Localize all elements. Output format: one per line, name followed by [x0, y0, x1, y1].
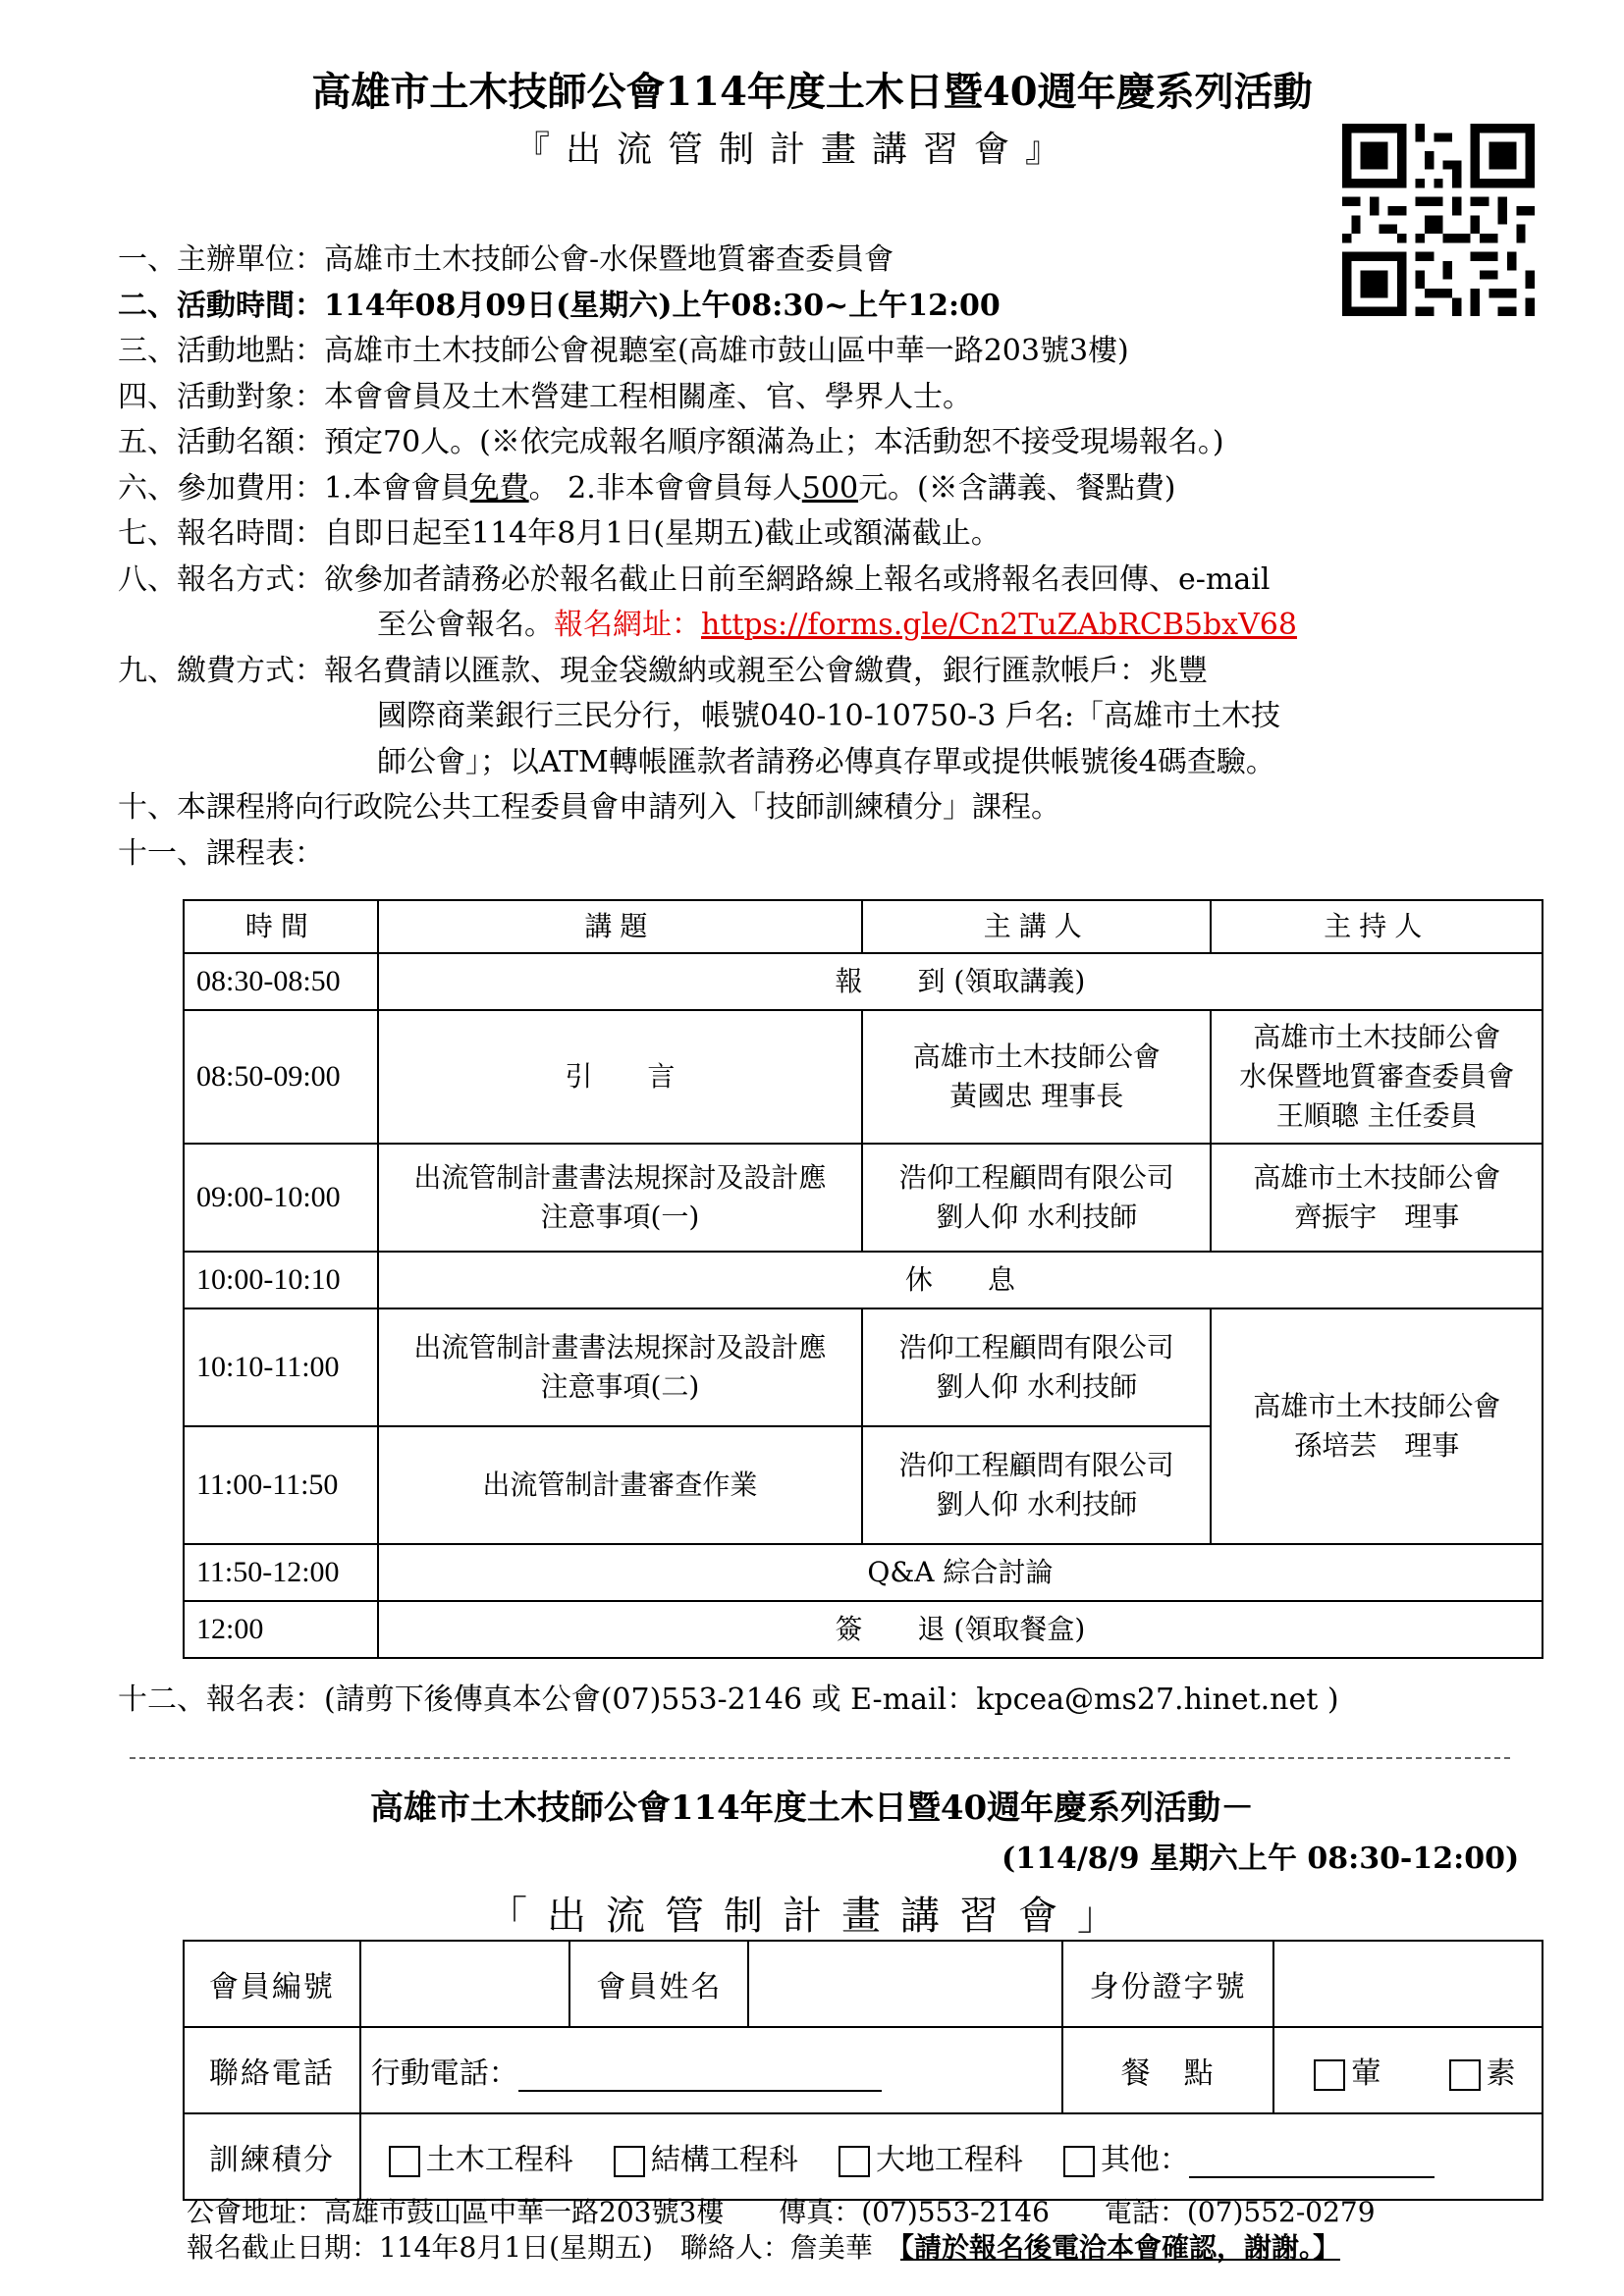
- mobile-label: 行動電話：: [370, 2056, 518, 2091]
- row-host: [1211, 1144, 1543, 1252]
- civil-label: 土木工程科: [425, 2143, 573, 2177]
- info-credit: [118, 785, 1551, 831]
- info-label: 六、參加費用：: [118, 470, 324, 506]
- form-row-member: [184, 1941, 1543, 2027]
- host-name: 齊振宇 理事: [1294, 1201, 1460, 1233]
- info-label: 五、活動名額：: [118, 425, 324, 459]
- form-subtitle: (114/8/9 星期六上午 08:30-12:00): [1001, 1842, 1520, 1876]
- col-host: 主持人: [1211, 900, 1543, 953]
- event-info-list: [118, 238, 1551, 877]
- row-merged: 簽 退 (領取餐盒): [378, 1601, 1543, 1658]
- page-subtitle: 『出流管制計畫講習會』: [514, 130, 1076, 170]
- info-label: 二、活動時間：: [118, 288, 324, 323]
- footer-address: 公會地址：高雄市鼓山區中華一路203號3樓 傳真：(07)553-2146 電話：(07)552-0279: [187, 2196, 1376, 2228]
- row-time: 08:30-08:50: [184, 953, 378, 1010]
- form-row-credit: [184, 2113, 1543, 2200]
- info-value: 欲參加者請務必於報名截止日前至網路線上報名或將報名表回傳、e-mail: [324, 561, 1271, 597]
- footer-deadline: [187, 2226, 1340, 2266]
- reg-url-label: 報名網址：: [554, 608, 701, 642]
- row-merged: 休 息: [378, 1252, 1543, 1308]
- info-label: 十、: [118, 790, 177, 825]
- table-row: [184, 1252, 1543, 1308]
- row-time: 09:00-10:00: [184, 1144, 378, 1252]
- topic-line: 注意事項(二): [540, 1370, 700, 1403]
- row-time: 12:00: [184, 1601, 378, 1658]
- speaker-name: 劉人仰 水利技師: [936, 1201, 1138, 1233]
- civil-checkbox[interactable]: [389, 2146, 420, 2177]
- table-row: [184, 1544, 1543, 1601]
- registration-link[interactable]: https://forms.gle/Cn2TuZAbRCB5bxV68: [701, 608, 1297, 642]
- form-row-contact: [184, 2027, 1543, 2113]
- row-merged: 報 到 (領取講義): [378, 953, 1543, 1010]
- info-value: 本課程將向行政院公共工程委員會申請列入「技師訓練積分」課程。: [177, 790, 1060, 825]
- fee-amount: 500: [801, 470, 859, 506]
- row-time: 11:50-12:00: [184, 1544, 378, 1601]
- phone-cell: [360, 2027, 1062, 2113]
- row-time: 08:50-09:00: [184, 1010, 378, 1144]
- info-value: 報名費請以匯款、現金袋繳納或親至公會繳費，銀行匯款帳戶：兆豐: [324, 653, 1208, 688]
- fee-free: 免費: [469, 470, 529, 506]
- table-row: [184, 1010, 1543, 1144]
- meal-options: [1273, 2027, 1543, 2113]
- other-label: 其他：: [1101, 2143, 1190, 2177]
- other-checkbox[interactable]: [1063, 2146, 1095, 2177]
- speaker-name: 劉人仰 水利技師: [936, 1370, 1138, 1403]
- veg-label: 素: [1486, 2056, 1516, 2091]
- info-time: [118, 284, 1551, 330]
- info-payment: [118, 649, 1551, 695]
- table-row: [184, 1144, 1543, 1252]
- info-value: 自即日起至114年8月1日(星期五)截止或額滿截止。: [324, 516, 1001, 551]
- geotech-checkbox[interactable]: [839, 2146, 870, 2177]
- info-label: 三、活動地點：: [118, 334, 324, 368]
- phone-label: 聯絡電話: [184, 2027, 360, 2113]
- page-title: 高雄市土木技師公會114年度土木日暨40週年慶系列活動: [311, 69, 1313, 115]
- col-topic: 講題: [378, 900, 862, 953]
- host-org: 高雄市土木技師公會: [1253, 1021, 1501, 1053]
- col-speaker: 主講人: [862, 900, 1211, 953]
- schedule-table: [183, 899, 1543, 1659]
- mobile-field[interactable]: [518, 2060, 882, 2092]
- form-course-title: 「出流管制計畫講習會」: [488, 1894, 1136, 1939]
- meat-label: 葷: [1351, 2056, 1381, 2091]
- veg-checkbox[interactable]: [1449, 2059, 1481, 2091]
- id-no-field[interactable]: [1273, 1941, 1543, 2027]
- row-host: [1211, 1010, 1543, 1144]
- schedule-header: [184, 900, 1543, 953]
- row-speaker: [862, 1308, 1211, 1426]
- speaker-org: 浩仰工程顧問有限公司: [898, 1331, 1174, 1363]
- info-reg-method: [118, 558, 1551, 604]
- credit-options: [360, 2113, 1543, 2200]
- member-no-field[interactable]: [360, 1941, 570, 2027]
- fee-nonmember: 。 2.非本會會員每人: [528, 470, 802, 506]
- cut-line: [130, 1757, 1510, 1759]
- speaker-org: 高雄市土木技師公會: [912, 1041, 1161, 1073]
- speaker-org: 浩仰工程顧問有限公司: [898, 1449, 1174, 1481]
- fee-note: 元。(※含講義、餐點費): [858, 470, 1176, 506]
- structural-checkbox[interactable]: [614, 2146, 645, 2177]
- row-topic: 引 言: [378, 1010, 862, 1144]
- host-org: 高雄市土木技師公會: [1253, 1390, 1501, 1422]
- meal-label: 餐 點: [1062, 2027, 1274, 2113]
- row-speaker: [862, 1144, 1211, 1252]
- speaker-name: 劉人仰 水利技師: [936, 1488, 1138, 1521]
- info-payment-cont2: 師公會」；以ATM轉帳匯款者請務必傳真存單或提供帳號後4碼查驗。: [377, 744, 1275, 779]
- registration-instruction: 十二、報名表：(請剪下後傳真本公會(07)553-2146 或 E-mail：kpcea@ms27.hinet.net ): [118, 1682, 1339, 1717]
- row-time: 11:00-11:50: [184, 1426, 378, 1544]
- geotech-label: 大地工程科: [875, 2143, 1023, 2177]
- info-schedule-label: [118, 831, 1551, 878]
- info-audience: [118, 375, 1551, 421]
- info-value: 預定70人。(※依完成報名順序額滿為止；本活動恕不接受現場報名。): [324, 425, 1224, 459]
- member-name-field[interactable]: [748, 1941, 1062, 2027]
- info-reg-method-cont: [118, 603, 1551, 649]
- host-org: 高雄市土木技師公會: [1253, 1161, 1501, 1194]
- form-title: 高雄市土木技師公會114年度土木日暨40週年慶系列活動－: [369, 1789, 1255, 1828]
- member-no-label: 會員編號: [184, 1941, 360, 2027]
- info-reg-period: [118, 511, 1551, 558]
- table-row: [184, 1601, 1543, 1658]
- row-speaker: [862, 1426, 1211, 1544]
- host-name: 王順聰 主任委員: [1275, 1099, 1478, 1132]
- row-topic: [378, 1144, 862, 1252]
- fee-member: 1.本會會員: [324, 470, 470, 506]
- info-payment-cont1: 國際商業銀行三民分行，帳號040-10-10750-3 戶名:「高雄市土木技: [377, 699, 1281, 733]
- reg-cont-text: 至公會報名。: [377, 608, 554, 642]
- host-name: 孫培芸 理事: [1294, 1429, 1460, 1462]
- row-speaker: [862, 1010, 1211, 1144]
- host-committee: 水保暨地質審查委員會: [1239, 1060, 1515, 1093]
- row-time: 10:00-10:10: [184, 1252, 378, 1308]
- info-value: 高雄市土木技師公會視聽室(高雄市鼓山區中華一路203號3樓): [324, 334, 1129, 368]
- info-label: 四、活動對象：: [118, 379, 324, 414]
- info-value: 本會會員及土木營建工程相關產、官、學界人士。: [324, 379, 972, 414]
- structural-label: 結構工程科: [650, 2143, 798, 2177]
- row-time: 10:10-11:00: [184, 1308, 378, 1426]
- speaker-name: 黃國忠 理事長: [949, 1080, 1124, 1112]
- info-value: 114年08月09日(星期六)上午08:30~上午12:00: [324, 288, 1001, 323]
- deadline-text: 報名截止日期：114年8月1日(星期五) 聯絡人：詹美華: [187, 2231, 900, 2264]
- speaker-org: 浩仰工程顧問有限公司: [898, 1161, 1174, 1194]
- row-host: [1211, 1308, 1543, 1544]
- row-merged: Q&A 綜合討論: [378, 1544, 1543, 1601]
- info-label: 八、報名方式：: [118, 561, 324, 597]
- info-fee: [118, 466, 1551, 512]
- info-label: 一、主辦單位：: [118, 242, 324, 277]
- col-time: 時間: [184, 900, 378, 953]
- table-row: [184, 1308, 1543, 1426]
- info-label: 七、報名時間：: [118, 516, 324, 551]
- registration-form: [183, 1940, 1543, 2201]
- topic-line: 出流管制計畫書法規探討及設計應: [413, 1161, 827, 1194]
- topic-line: 注意事項(一): [540, 1201, 700, 1233]
- row-topic: 出流管制計畫審查作業: [378, 1426, 862, 1544]
- member-name-label: 會員姓名: [569, 1941, 748, 2027]
- confirm-note: 【請於報名後電洽本會確認，謝謝。】: [899, 2231, 1340, 2264]
- id-no-label: 身份證字號: [1062, 1941, 1274, 2027]
- row-topic: [378, 1308, 862, 1426]
- info-label: 九、繳費方式：: [118, 653, 324, 688]
- info-value: 高雄市土木技師公會-水保暨地質審查委員會: [324, 242, 894, 277]
- table-row: [184, 953, 1543, 1010]
- topic-line: 出流管制計畫書法規探討及設計應: [413, 1331, 827, 1363]
- info-quota: [118, 420, 1551, 466]
- other-field[interactable]: [1189, 2147, 1435, 2178]
- info-organizer: [118, 238, 1551, 284]
- credit-label: 訓練積分: [184, 2113, 360, 2200]
- info-label: 十一、課程表：: [118, 835, 324, 871]
- meat-checkbox[interactable]: [1314, 2059, 1345, 2091]
- info-location: [118, 329, 1551, 375]
- info-value: [324, 466, 1551, 512]
